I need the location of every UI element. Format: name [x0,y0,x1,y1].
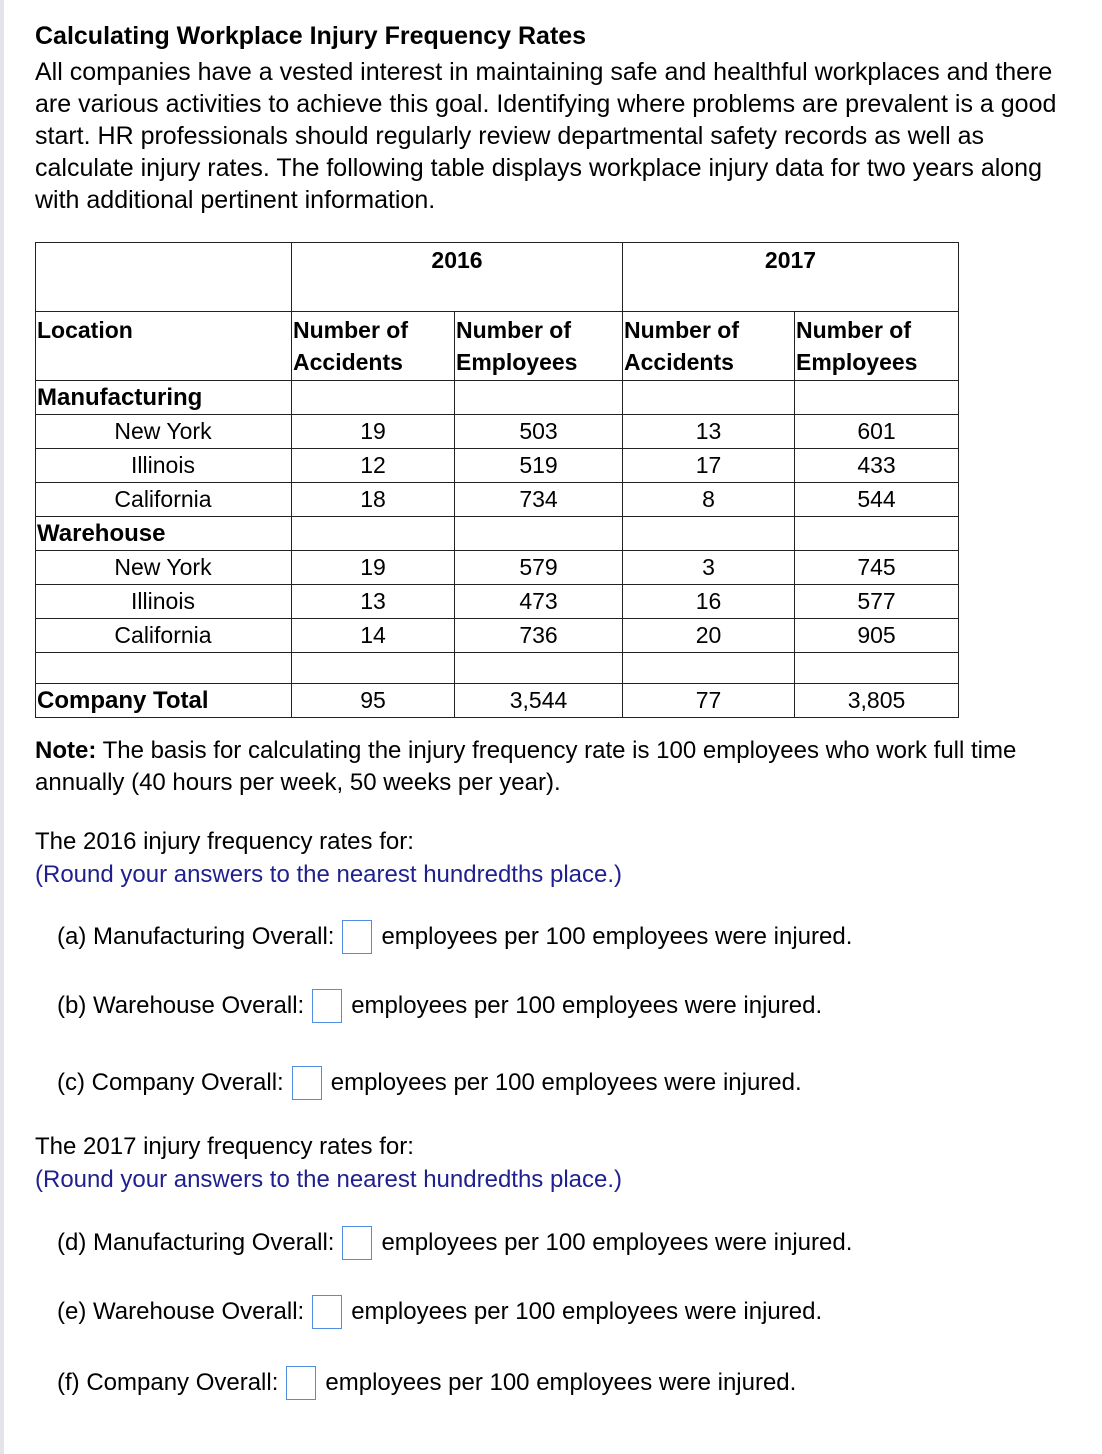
question-label: (f) Company Overall: [57,1369,279,1396]
column-header-accidents-2017: Number of Accidents [623,312,795,381]
accidents-2016-cell: 18 [292,483,455,517]
location-cell: New York [114,554,212,580]
employees-2016-cell: 736 [455,619,623,653]
section-row-warehouse [36,517,959,551]
accidents-2017-cell: 3 [623,551,795,585]
answer-input-warehouse-2016[interactable] [312,989,342,1023]
location-cell: New York [114,418,212,444]
section-row-manufacturing [36,381,959,415]
section-name: Warehouse [36,517,292,551]
accidents-2016-cell: 13 [292,585,455,619]
page-title: Calculating Workplace Injury Frequency Rates [35,22,587,50]
year-header-2017: 2017 [623,243,959,312]
question-suffix: employees per 100 employees were injured. [330,1069,802,1096]
accidents-2017-cell: 20 [623,619,795,653]
accidents-2016-cell: 19 [292,551,455,585]
accidents-2017-cell: 16 [623,585,795,619]
answer-input-company-2016[interactable] [292,1066,322,1100]
intro-paragraph: All companies have a vested interest in maintaining safe and healthful workplaces and there are various activities to achieve this goal. Identifying where problems are prevalent is a good start. HR professionals should regularly review departmental safety records as well as calculate injury rates. The following table displays workplace injury data for two years along with additional pertinent information. [35,58,1057,214]
employees-2017-cell: 577 [795,585,959,619]
column-header-employees-2016: Number of Employees [455,312,623,381]
employees-2016-cell: 503 [455,415,623,449]
year-header-blank [36,243,292,312]
answer-input-company-2017[interactable] [286,1366,316,1400]
question-c [57,1066,802,1100]
spacer-row [36,653,959,684]
answer-input-manufacturing-2016[interactable] [342,920,372,954]
employees-2016-cell: 519 [455,449,623,483]
employees-2016-cell: 579 [455,551,623,585]
accidents-2016-cell: 14 [292,619,455,653]
location-cell: California [114,486,212,512]
total-row [36,684,959,718]
year-header-2016: 2016 [292,243,623,312]
accidents-2017-cell: 17 [623,449,795,483]
left-border [0,0,4,1454]
question-d [57,1226,852,1260]
column-header-location: Location [36,312,292,381]
table-row [36,585,959,619]
question-suffix: employees per 100 employees were injured. [351,992,823,1019]
column-header-employees-2017: Number of Employees [795,312,959,381]
total-accidents-2016: 95 [292,684,455,718]
question-suffix: employees per 100 employees were injured. [381,1229,853,1256]
note-label: Note: [35,737,97,764]
employees-2016-cell: 734 [455,483,623,517]
location-cell: California [114,622,212,648]
question-b [57,989,822,1023]
section-name: Manufacturing [36,381,292,415]
answer-input-manufacturing-2017[interactable] [342,1226,372,1260]
note-paragraph [35,735,1085,799]
question-label: (d) Manufacturing Overall: [57,1229,335,1256]
rounding-hint: (Round your answers to the nearest hundredths place.) [35,861,623,888]
section-2016-heading: The 2016 injury frequency rates for: (Round your answers to the nearest hundredths place.) [35,828,623,888]
answer-input-warehouse-2017[interactable] [312,1295,342,1329]
total-employees-2016: 3,544 [455,684,623,718]
question-suffix: employees per 100 employees were injured. [381,923,853,950]
question-e [57,1295,822,1329]
total-employees-2017: 3,805 [795,684,959,718]
location-cell: Illinois [131,588,195,614]
accidents-2016-cell: 19 [292,415,455,449]
question-label: (b) Warehouse Overall: [57,992,305,1019]
question-label: (e) Warehouse Overall: [57,1298,305,1325]
total-label: Company Total [36,684,292,718]
rounding-hint: (Round your answers to the nearest hundredths place.) [35,1166,623,1193]
table-row [36,449,959,483]
table-row [36,619,959,653]
question-label: (a) Manufacturing Overall: [57,923,335,950]
table-row [36,483,959,517]
employees-2017-cell: 544 [795,483,959,517]
employees-2017-cell: 433 [795,449,959,483]
employees-2017-cell: 745 [795,551,959,585]
injury-data-table [35,242,959,718]
employees-2016-cell: 473 [455,585,623,619]
question-a [57,920,852,954]
location-cell: Illinois [131,452,195,478]
question-f [57,1366,796,1400]
section-2017-heading: The 2017 injury frequency rates for: (Round your answers to the nearest hundredths place.) [35,1133,623,1193]
question-label: (c) Company Overall: [57,1069,284,1096]
column-header-accidents-2016: Number of Accidents [292,312,455,381]
table-row [36,415,959,449]
accidents-2017-cell: 13 [623,415,795,449]
employees-2017-cell: 601 [795,415,959,449]
question-suffix: employees per 100 employees were injured. [325,1369,797,1396]
note-text: The basis for calculating the injury frequency rate is 100 employees who work full time annually (40 hours per week, 50 weeks per year). [35,737,1017,796]
total-accidents-2017: 77 [623,684,795,718]
accidents-2017-cell: 8 [623,483,795,517]
question-suffix: employees per 100 employees were injured. [351,1298,823,1325]
accidents-2016-cell: 12 [292,449,455,483]
table-row [36,551,959,585]
employees-2017-cell: 905 [795,619,959,653]
